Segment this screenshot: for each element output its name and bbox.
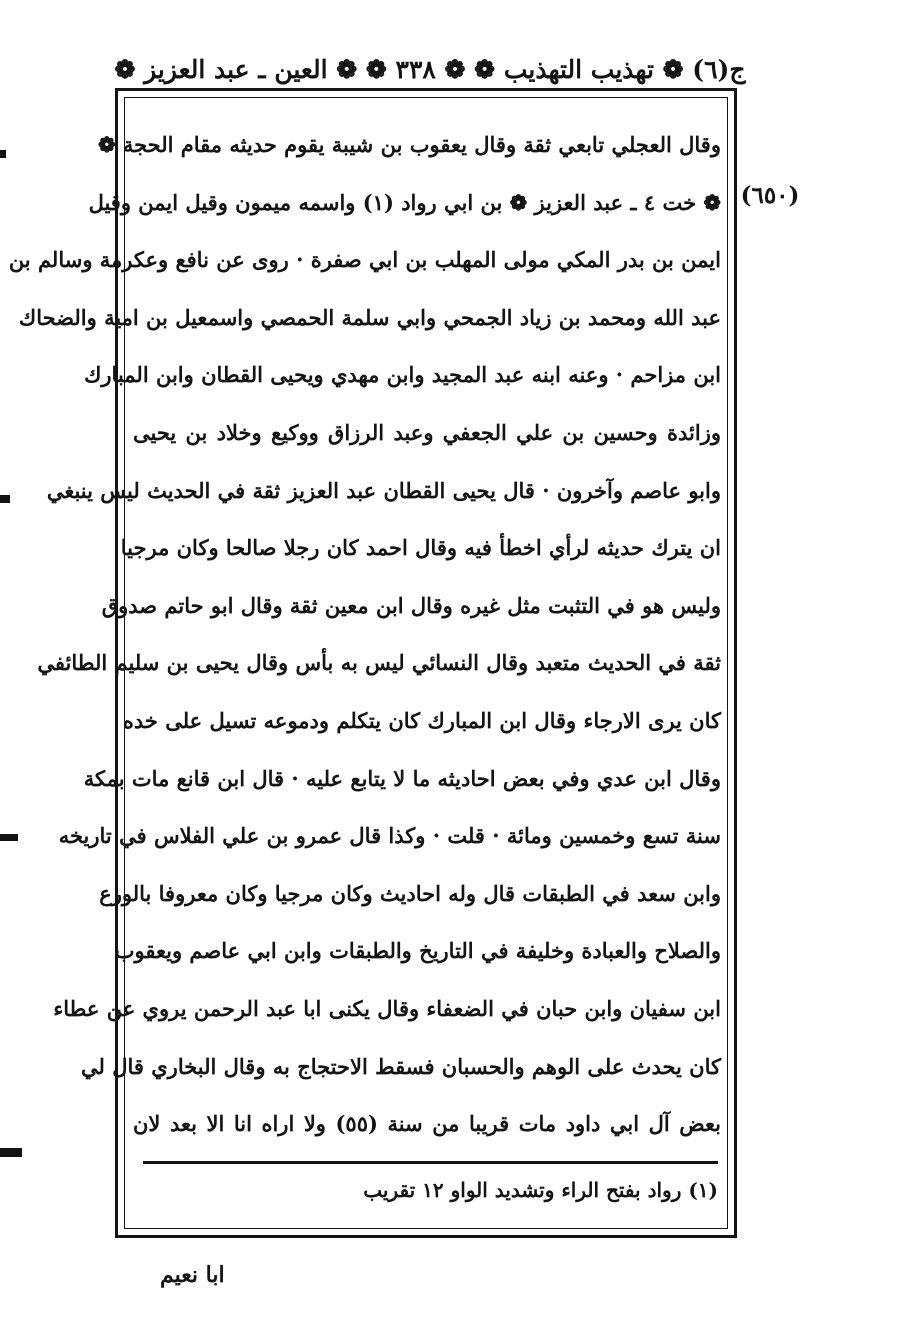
- text-line: ايمن بن بدر المكي مولى المهلب بن ابي صفرة · روى عن نافع وعكرمة وسالم بن: [8, 247, 721, 273]
- text-line: ابن سفيان وابن حبان في الضعفاء وقال يكنى ابا عبد الرحمن يروي عن عطاء: [53, 995, 721, 1021]
- binding-mark: [0, 495, 10, 503]
- text-line: وابو عاصم وآخرون · قال يحيى القطان عبد العزيز ثقة في الحديث ليس ينبغي: [46, 477, 721, 503]
- text-line: سنة تسع وخمسين ومائة · قلت · وكذا قال عمرو بن علي الفلاس في تاريخه: [58, 823, 721, 849]
- text-line: بعض آل ابي داود مات قريبا من سنة (٥٥) ولا اراه انا الا بعد لان: [133, 1111, 721, 1137]
- entry-number: (٦٥٠): [740, 182, 800, 209]
- text-line: عبد الله ومحمد بن زياد الجمحي وابي سلمة الحمصي واسمعيل بن امية والضحاك: [18, 304, 721, 330]
- running-head: ج(٦) ❁ تهذيب التهذيب ❁ ❁ ٣٣٨ ❁ ❁ العين ـ عبد العزيز ❁: [114, 55, 746, 84]
- text-line: ان يترك حديثه لرأي اخطأ فيه وقال احمد كان رجلا صالحا وكان مرجيا: [120, 535, 721, 561]
- text-line: كان يحدث على الوهم والحسبان فسقط الاحتجاج به وقال البخاري قال لي: [81, 1053, 721, 1079]
- text-line: ❁ خت ٤ ـ عبد العزيز ❁ بن ابي رواد (١) واسمه ميمون وقيل ايمن وقيل: [88, 189, 721, 215]
- text-line: وزائدة وحسين بن علي الجعفي وعبد الرزاق ووكيع وخلاد بن يحيى: [133, 419, 721, 445]
- text-line: وقال العجلي تابعي ثقة وقال يعقوب بن شيبة يقوم حديثه مقام الحجة ❁: [97, 132, 721, 157]
- catchword: ابا نعيم: [160, 1262, 225, 1288]
- text-line: كان يرى الارجاء وقال ابن المبارك كان يتكلم ودموعه تسيل على خده: [122, 707, 721, 733]
- binding-mark: [0, 834, 18, 841]
- footnote-divider: [143, 1161, 718, 1164]
- text-line: ابن مزاحم · وعنه ابنه عبد المجيد وابن مهدي ويحيى القطان وابن المبارك: [84, 362, 721, 388]
- text-line: والصلاح والعبادة وخليفة في التاريخ والطبقات وابن ابي عاصم ويعقوب: [114, 938, 721, 964]
- text-line: وليس هو في التثبت مثل غيره وقال ابن معين ثقة وقال ابو حاتم صدوق: [101, 592, 721, 618]
- binding-mark: [0, 150, 6, 158]
- binding-mark: [0, 1148, 22, 1157]
- footnote: (١) رواد بفتح الراء وتشديد الواو ١٢ تقريب: [363, 1178, 718, 1202]
- text-line: وقال ابن عدي وفي بعض احاديثه ما لا يتابع عليه · قال ابن قانع مات بمكة: [83, 765, 721, 791]
- text-line: وابن سعد في الطبقات قال وله احاديث وكان مرجيا وكان معروفا بالورع: [99, 880, 721, 906]
- main-text: [8, 116, 721, 1153]
- text-line: ثقة في الحديث متعبد وقال النسائي ليس به بأس وقال يحيى بن سليم الطائفي: [37, 650, 721, 676]
